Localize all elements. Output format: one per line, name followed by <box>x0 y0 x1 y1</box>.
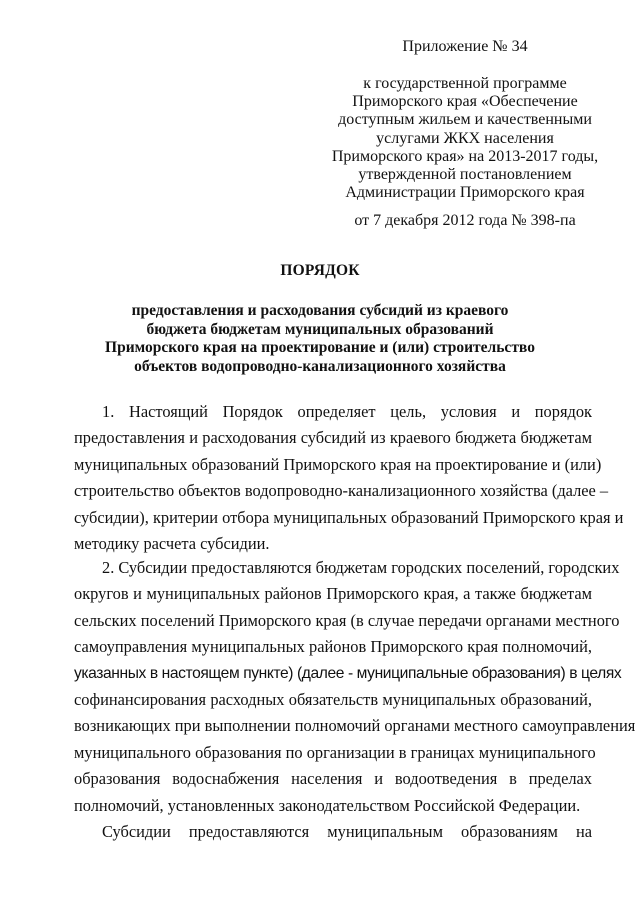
paragraph-line: полномочий, установленных законодательством Российской Федерации. <box>74 795 581 815</box>
paragraph-line: предоставления и расходования субсидий из краевого бюджета бюджетам <box>74 428 592 448</box>
appendix-line: Приморского края «Обеспечение <box>352 93 578 111</box>
appendix-line: доступным жильем и качественными <box>338 111 592 129</box>
paragraph-line: Субсидии предоставляются муниципальным образованиям на <box>102 822 592 841</box>
paragraph-line: строительство объектов водопроводно-канализационного хозяйства (далее – <box>74 481 609 501</box>
paragraph-line: 2. Субсидии предоставляются бюджетам городских поселений, городских <box>102 558 620 577</box>
document-title: ПОРЯДОК <box>280 262 360 279</box>
paragraph-line: методику расчета субсидии. <box>74 534 270 554</box>
paragraph-line: муниципальных образований Приморского края на проектирование и (или) <box>74 454 602 474</box>
paragraph-line: указанных в настоящем пункте) (далее - муниципальные образования) в целях <box>74 664 622 682</box>
appendix-line: Приморского края» на 2013-2017 годы, <box>331 147 599 165</box>
appendix-line: услугами ЖКХ населения <box>376 129 554 147</box>
paragraph-3 <box>74 819 592 845</box>
paragraph-line: муниципального образования по организации в границах муниципального <box>74 742 596 762</box>
subtitle-line: предоставления и расходования субсидий из краевого <box>131 302 509 319</box>
appendix-reference <box>325 75 605 202</box>
paragraph-2 <box>74 555 636 819</box>
paragraph-line: субсидии), критерии отбора муниципальных образований Приморского края и <box>74 507 624 527</box>
paragraph-line: округов и муниципальных районов Приморского края, а также бюджетам <box>74 584 592 604</box>
subtitle-line: бюджета бюджетам муниципальных образований <box>146 320 494 338</box>
paragraph-line: самоуправления муниципальных районов Приморского края полномочий, <box>74 637 592 657</box>
appendix-date: от 7 декабря 2012 года № 398-па <box>354 212 576 229</box>
subtitle-line: объектов водопроводно-канализационного хозяйства <box>134 357 506 375</box>
appendix-line: к государственной программе <box>363 75 567 92</box>
document-subtitle <box>70 302 570 376</box>
appendix-title: Приложение № 34 <box>402 38 528 55</box>
paragraph-1 <box>74 399 624 557</box>
paragraph-line: 1. Настоящий Порядок определяет цель, условия и порядок <box>102 402 592 421</box>
paragraph-line: образования водоснабжения населения и водоотведения в пределах <box>74 769 592 789</box>
paragraph-line: возникающих при выполнении полномочий органами местного самоуправления <box>74 716 636 736</box>
paragraph-line: сельских поселений Приморского края (в случае передачи органами местного <box>74 610 620 630</box>
subtitle-line: Приморского края на проектирование и (или) строительство <box>105 339 535 356</box>
paragraph-line: софинансирования расходных обязательств муниципальных образований, <box>74 690 592 710</box>
appendix-line: Администрации Приморского края <box>345 184 585 202</box>
appendix-line: утвержденной постановлением <box>358 166 572 184</box>
